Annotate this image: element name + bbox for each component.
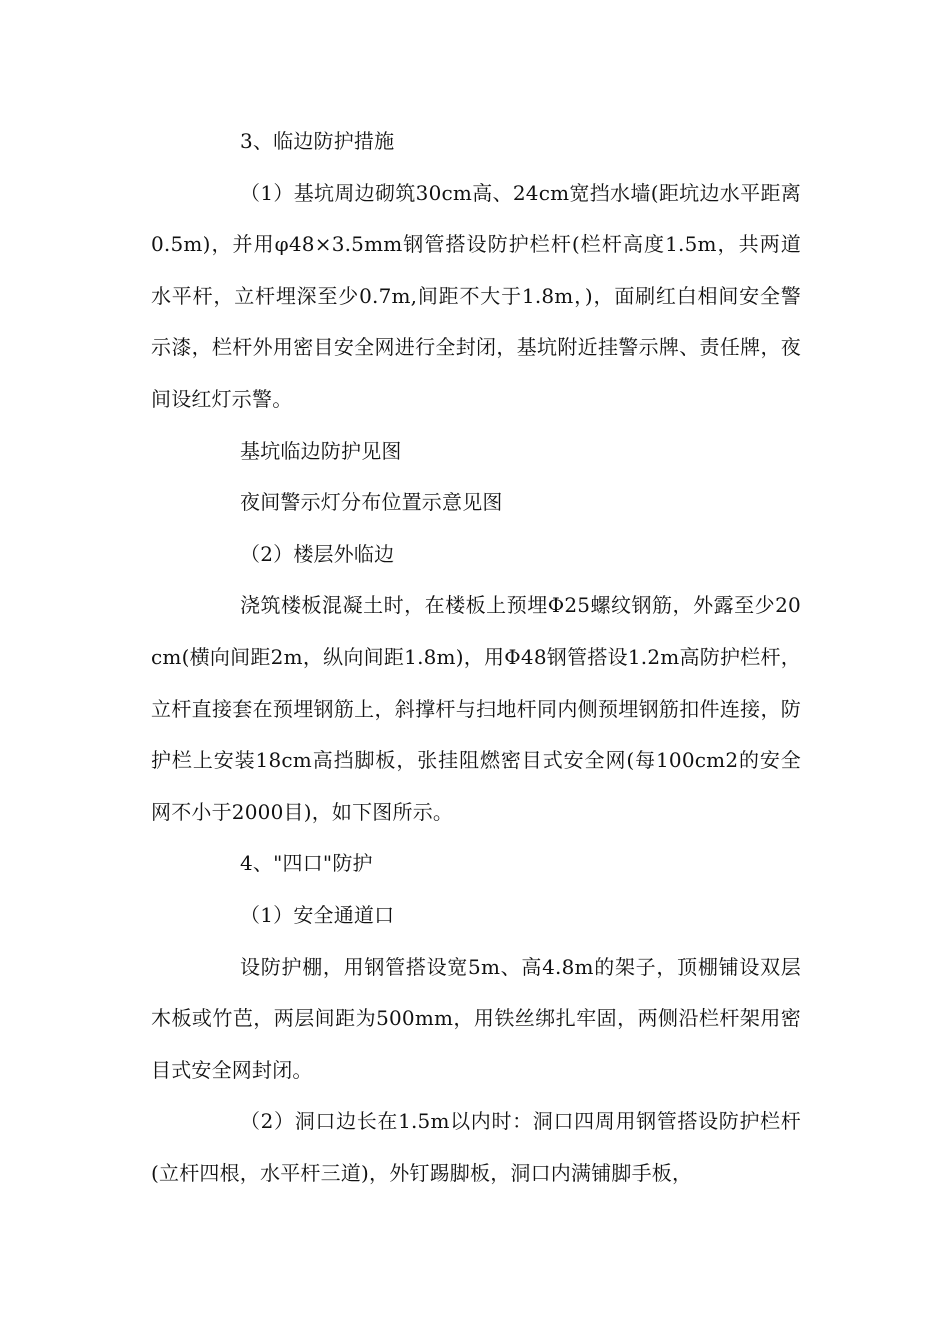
paragraph-protective-shed: 设防护棚，用钢管搭设宽5m、高4.8m的架子，顶棚铺设双层木板或竹芭，两层间距为500mm，用铁丝绑扎牢固，两侧沿栏杆架用密目式安全网封闭。	[151, 954, 801, 1082]
subheading-floor-outer-edge: （2）楼层外临边	[240, 541, 395, 566]
figure-reference-pit-edge: 基坑临边防护见图	[240, 438, 402, 463]
paragraph-opening-protection: （2）洞口边长在1.5m以内时：洞口四周用钢管搭设防护栏杆(立杆四根，水平杆三道)，外钉踢脚板，洞口内满铺脚手板，	[151, 1109, 801, 1185]
paragraph-floor-edge-railing: 浇筑楼板混凝土时，在楼板上预埋Φ25螺纹钢筋，外露至少20cm(横向间距2m，纵向间距1.8m)，用Φ48钢管搭设1.2m高防护栏杆，立杆直接套在预埋钢筋上，斜撑杆与扫地杆同内侧预埋钢筋扣件连接，防护栏上安装18cm高挡脚板，张挂阻燃密目式安全网(每100cm2的安全网不小于2000目)，如下图所示。	[151, 593, 801, 824]
section-heading-four-openings: 4、"四口"防护	[240, 851, 373, 876]
document-body	[151, 116, 801, 1199]
section-heading-edge-protection: 3、临边防护措施	[240, 129, 395, 153]
subheading-safety-passage: （1）安全通道口	[240, 902, 395, 927]
figure-reference-warning-lights: 夜间警示灯分布位置示意见图	[240, 490, 503, 515]
paragraph-pit-edge-protection: （1）基坑周边砌筑30cm高、24cm宽挡水墙(距坑边水平距离0.5m)，并用φ48×3.5mm钢管搭设防护栏杆(栏杆高度1.5m，共两道水平杆，立杆埋深至少0.7m,间距不大于1.8m，)，面刷红白相间安全警示漆，栏杆外用密目安全网进行全封闭，基坑附近挂警示牌、责任牌，夜间设红灯示警。	[151, 180, 801, 411]
